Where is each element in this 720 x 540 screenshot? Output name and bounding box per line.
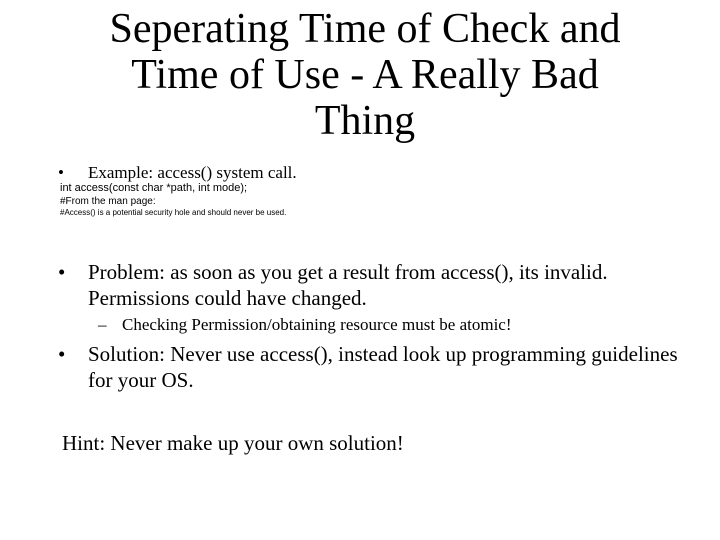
problem-text: Problem: as soon as you get a result from access(), its invalid. Permissions could have changed.: [88, 260, 608, 310]
code-comment-man-page: #From the man page:: [60, 196, 156, 207]
hint-text: Hint: Never make up your own solution!: [62, 431, 404, 455]
solution-bullet-item: [58, 341, 678, 393]
example-text: Example: access() system call.: [88, 163, 297, 182]
solution-text: Solution: Never use access(), instead look up programming guidelines for your OS.: [88, 342, 678, 392]
dash-icon: –: [98, 315, 107, 334]
sub-point-text: Checking Permission/obtaining resource must be atomic!: [122, 315, 512, 334]
title-line-3: Thing: [314, 98, 416, 144]
bullet-icon: •: [58, 260, 66, 284]
example-bullet-item: [58, 163, 297, 183]
problem-bullet-item: [58, 259, 678, 311]
code-signature: int access(const char *path, int mode);: [60, 182, 248, 194]
title-line-1: Seperating Time of Check and: [109, 6, 621, 52]
sub-point-item: [98, 315, 512, 335]
slide-title: [60, 6, 670, 144]
title-line-2: Time of Use - A Really Bad: [131, 52, 599, 98]
bullet-icon: •: [58, 163, 64, 182]
code-comment-warning: #Access() is a potential security hole and should never be used.: [60, 208, 287, 217]
bullet-icon: •: [58, 342, 66, 366]
